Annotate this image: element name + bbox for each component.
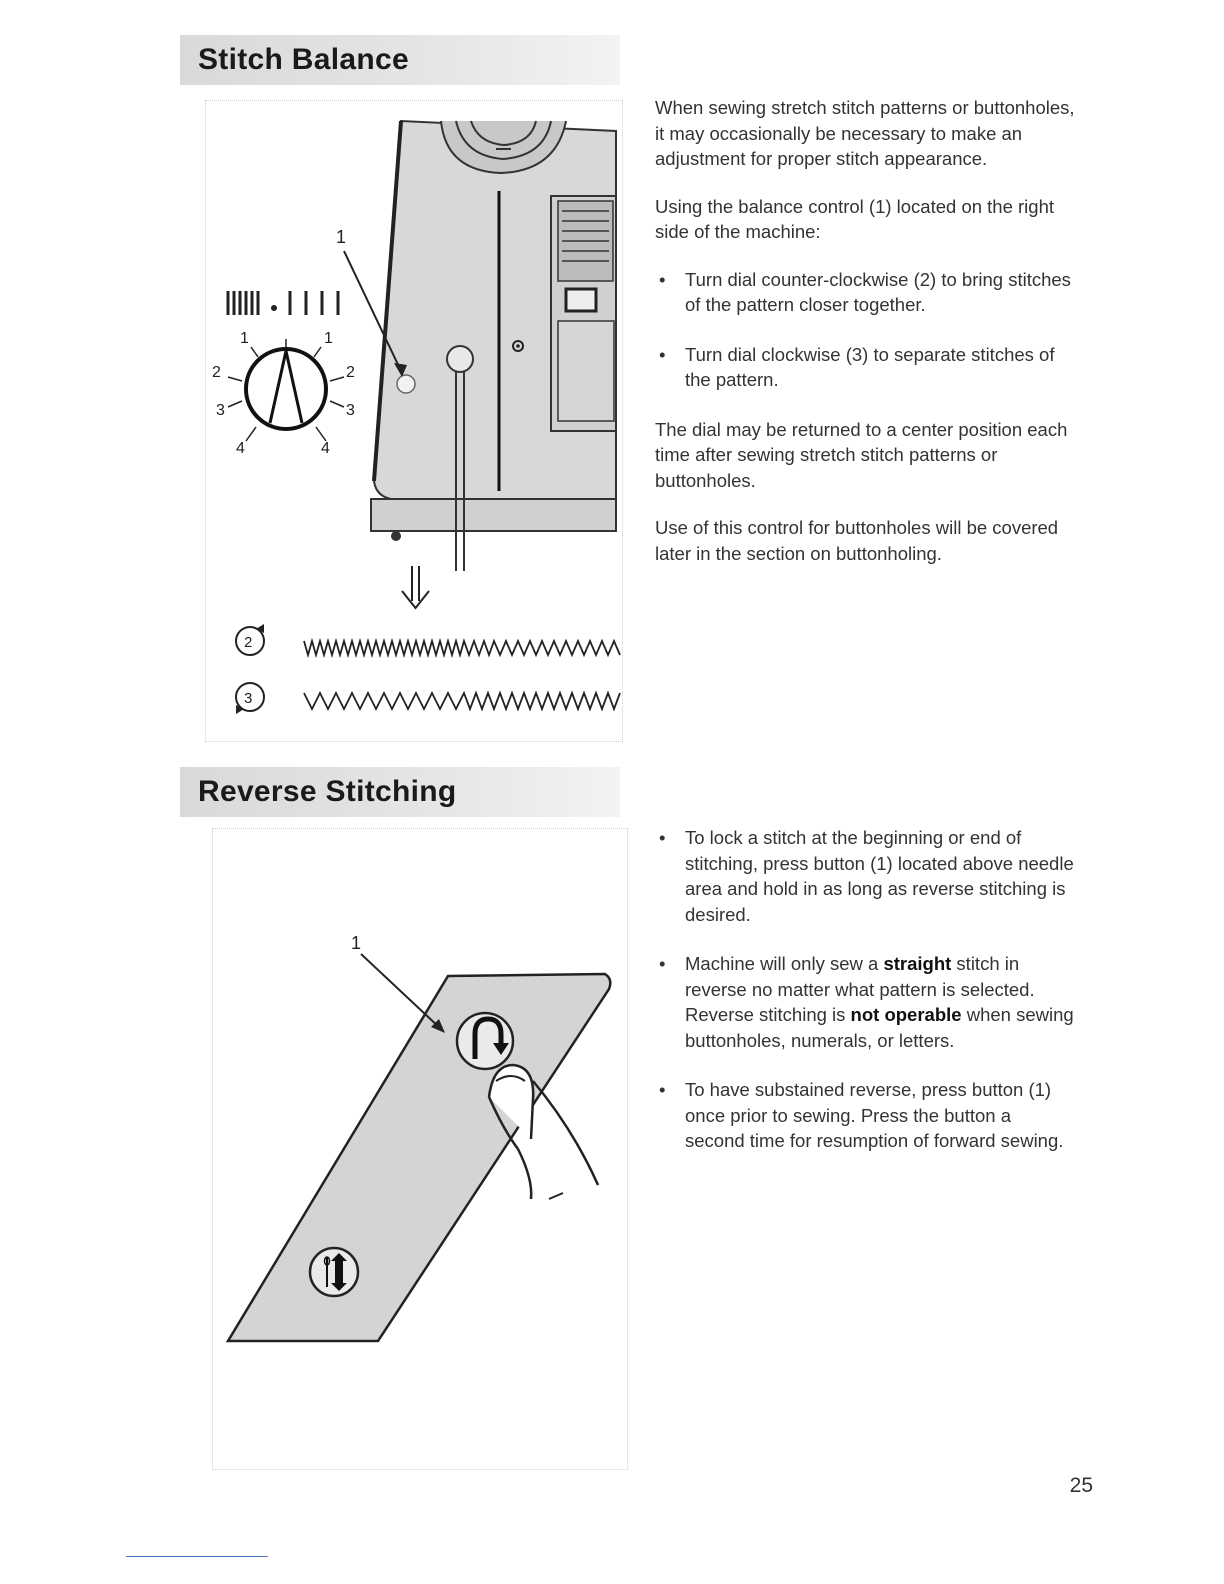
page-number: 25 (1069, 1474, 1093, 1497)
stitch-balance-drawing (206, 101, 624, 743)
stitch-balance-illustration (205, 100, 623, 742)
reverse-stitching-drawing (213, 829, 629, 1471)
footer-rule (126, 1556, 268, 1557)
stitch-balance-text (655, 95, 1075, 588)
section-title-reverse-stitching (180, 767, 620, 817)
bullet2-strong-not-operable: not operable (850, 1004, 962, 1025)
list-item: • To have substained reverse, press button (1) once prior to sewing. Press the button a second time for resumption of forward sewing. (655, 1077, 1075, 1154)
callout-1-label: 1 (336, 227, 347, 247)
stitch-balance-lead: Using the balance control (1) located on the right side of the machine: (655, 195, 1055, 242)
dial-right-1: 1 (324, 330, 333, 347)
reverse-stitching-text (655, 825, 1075, 1178)
list-item: • Turn dial counter-clockwise (2) to bring stitches of the pattern closer together. (655, 267, 1075, 318)
dial-left-4: 4 (236, 440, 245, 457)
dial-left-3: 3 (216, 402, 225, 419)
stitch-balance-list (655, 267, 1075, 393)
stitch-balance-note-buttonholes: Use of this control for buttonholes will be covered later in the section on buttonholing. (655, 517, 1059, 564)
stitch-balance-intro: When sewing stretch stitch patterns or buttonholes, it may occasionally be necessary to make an adjustment for proper stitch appearance. (655, 97, 1075, 169)
list-item (655, 951, 1075, 1053)
list-item: • Turn dial clockwise (3) to separate stitches of the pattern. (655, 342, 1075, 393)
bullet2-text-2: stitch in reverse no matter what pattern is selected. Reverse stitching is (685, 953, 1035, 1025)
dial-left-2: 2 (212, 364, 221, 381)
reverse-stitching-list (655, 825, 1075, 1154)
reverse-stitching-illustration (212, 828, 628, 1470)
icon-2-label: 2 (244, 634, 253, 651)
section-title-stitch-balance (180, 35, 620, 85)
reverse-stitching-heading: Reverse Stitching (198, 775, 457, 808)
dial-right-3: 3 (346, 402, 355, 419)
callout-1-label: 1 (351, 933, 362, 953)
bullet2-strong-straight: straight (883, 953, 952, 974)
dial-right-2: 2 (346, 364, 355, 381)
icon-3-label: 3 (244, 690, 253, 707)
stitch-balance-note: The dial may be returned to a center position each time after sewing stretch stitch patterns or buttonholes. (655, 418, 1068, 491)
list-item: • To lock a stitch at the beginning or end of stitching, press button (1) located above needle area and hold in as long as reverse stitching is desired. (655, 825, 1075, 927)
bullet2-text-3: when sewing buttonholes, numerals, or letters. (685, 1004, 1074, 1051)
dial-left-1: 1 (240, 330, 249, 347)
stitch-balance-heading: Stitch Balance (198, 43, 409, 76)
dial-right-4: 4 (321, 440, 330, 457)
bullet2-text-1: Machine will only sew a (685, 953, 884, 974)
